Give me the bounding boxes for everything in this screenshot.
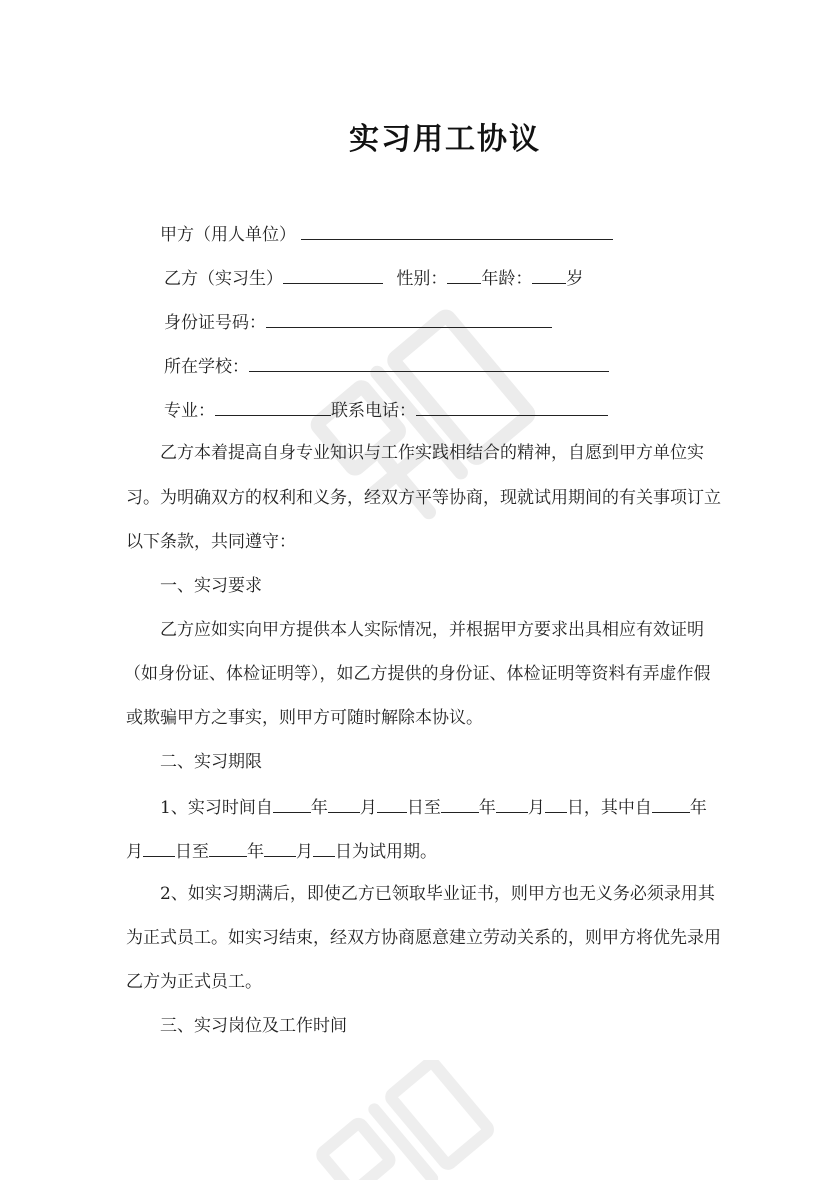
party-a-label: 甲方（用人单位） <box>160 225 296 245</box>
id-row <box>164 310 552 334</box>
phone-blank[interactable] <box>416 398 608 416</box>
month-label: 月 <box>296 842 313 862</box>
party-a-blank[interactable] <box>301 222 613 240</box>
year-label: 年 <box>247 842 264 862</box>
trial-end-day-blank[interactable] <box>313 839 335 857</box>
day-to-label: 日至 <box>175 842 209 862</box>
document-title: 实习用工协议 <box>349 122 541 157</box>
section-2-heading: 二、实习期限 <box>160 752 262 772</box>
intro-line-2: 习。为明确双方的权利和义务，经双方平等协商，现就试用期间的有关事项订立 <box>126 488 721 508</box>
school-blank[interactable] <box>249 354 609 372</box>
day-comma-label: 日，其中自 <box>566 798 652 818</box>
trial-start-day-blank[interactable] <box>143 839 175 857</box>
section-2-item-2-line-2: 为正式员工。如实习结束，经双方协商愿意建立劳动关系的，则甲方将优先录用 <box>126 928 721 948</box>
age-unit: 岁 <box>566 269 584 289</box>
party-b-label: 乙方（实习生） <box>164 269 283 289</box>
day-trial-label: 日为试用期。 <box>335 842 437 862</box>
section-1-line-3: 或欺骗甲方之事实，则甲方可随时解除本协议。 <box>126 708 483 728</box>
section-2-item-2-line-1: 2、如实习期满后，即使乙方已领取毕业证书，则甲方也无义务必须录用其 <box>160 884 715 904</box>
month-label: 月 <box>359 798 377 818</box>
party-a-row <box>160 222 613 246</box>
age-label: 年龄： <box>481 269 533 289</box>
section-1-line-2: （如身份证、体检证明等），如乙方提供的身份证、体检证明等资料有弄虚作假 <box>124 664 711 684</box>
section-2-item-2-line-3: 乙方为正式员工。 <box>126 972 262 992</box>
major-label: 专业： <box>164 401 215 421</box>
watermark-stamp-bottom <box>300 1060 500 1180</box>
major-phone-row <box>164 398 608 422</box>
section-2-item-1-line-1 <box>160 795 707 819</box>
school-row <box>164 354 609 378</box>
gender-label: 性别： <box>396 269 448 289</box>
intro-line-3: 以下条款，共同遵守： <box>126 532 296 552</box>
party-b-row <box>164 266 583 290</box>
gender-blank[interactable] <box>447 266 481 284</box>
year-label: 年 <box>689 798 707 818</box>
trial-end-year-blank[interactable] <box>209 839 247 857</box>
month-label: 月 <box>126 842 143 862</box>
start-day-blank[interactable] <box>377 795 407 813</box>
internship-start-prefix: 1、实习时间自 <box>160 798 273 818</box>
end-year-blank[interactable] <box>441 795 479 813</box>
section-1-line-1: 乙方应如实向甲方提供本人实际情况，并根据甲方要求出具相应有效证明 <box>160 620 704 640</box>
start-month-blank[interactable] <box>328 795 360 813</box>
start-year-blank[interactable] <box>273 795 311 813</box>
id-label: 身份证号码： <box>164 313 266 333</box>
trial-end-month-blank[interactable] <box>264 839 296 857</box>
year-label: 年 <box>478 798 496 818</box>
trial-start-year-blank[interactable] <box>652 795 690 813</box>
age-blank[interactable] <box>532 266 566 284</box>
section-3-heading: 三、实习岗位及工作时间 <box>160 1016 347 1036</box>
month-label: 月 <box>527 798 545 818</box>
end-day-blank[interactable] <box>545 795 567 813</box>
end-month-blank[interactable] <box>496 795 528 813</box>
major-blank[interactable] <box>215 398 331 416</box>
section-2-item-1-line-2 <box>126 839 437 863</box>
day-to-label: 日至 <box>406 798 441 818</box>
school-label: 所在学校： <box>164 357 249 377</box>
section-1-heading: 一、实习要求 <box>160 576 262 596</box>
phone-label: 联系电话： <box>331 401 416 421</box>
intro-line-1: 乙方本着提高自身专业知识与工作实践相结合的精神，自愿到甲方单位实 <box>160 443 704 463</box>
id-blank[interactable] <box>266 310 552 328</box>
party-b-name-blank[interactable] <box>283 266 383 284</box>
year-label: 年 <box>310 798 328 818</box>
